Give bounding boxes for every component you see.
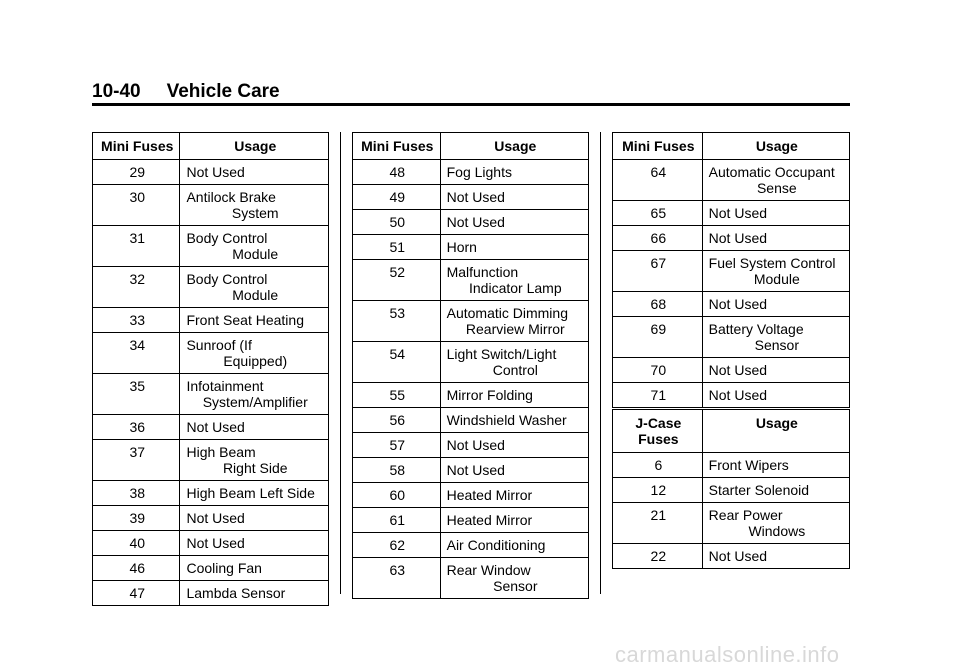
table-row bbox=[353, 408, 589, 433]
fuse-number: 48 bbox=[353, 160, 441, 185]
fuse-usage bbox=[440, 342, 588, 383]
usage-line: Front Wipers bbox=[708, 457, 789, 473]
fuse-number: 29 bbox=[93, 160, 180, 185]
fuse-usage bbox=[180, 556, 329, 581]
table-row bbox=[93, 374, 329, 415]
fuse-number: 66 bbox=[613, 226, 703, 251]
fuse-usage bbox=[440, 160, 588, 185]
fuse-usage bbox=[180, 308, 329, 333]
table-row bbox=[613, 251, 850, 292]
table-row bbox=[93, 506, 329, 531]
fuse-number: 71 bbox=[613, 383, 703, 408]
jcase-fuse-table bbox=[612, 409, 850, 569]
watermark: carmanualsonline.info bbox=[615, 642, 840, 667]
usage-line: Module bbox=[232, 246, 279, 262]
table-row bbox=[353, 383, 589, 408]
table-row bbox=[613, 453, 850, 478]
table-row bbox=[353, 508, 589, 533]
usage-line: Automatic Occupant bbox=[708, 164, 835, 180]
fuse-number: 61 bbox=[353, 508, 441, 533]
usage-line: System bbox=[231, 205, 279, 221]
fuse-number: 64 bbox=[613, 160, 703, 201]
fuse-number: 35 bbox=[93, 374, 180, 415]
table-row bbox=[353, 301, 589, 342]
fuse-usage bbox=[440, 185, 588, 210]
fuse-usage bbox=[702, 292, 849, 317]
header-jcase-fuses bbox=[613, 410, 703, 453]
usage-line: Body Control bbox=[186, 230, 268, 246]
usage-line: Infotainment bbox=[186, 378, 264, 394]
fuse-number: 68 bbox=[613, 292, 703, 317]
usage-line: Not Used bbox=[446, 437, 505, 453]
page-number: 10-40 bbox=[92, 81, 141, 102]
fuse-number: 33 bbox=[93, 308, 180, 333]
usage-line: Not Used bbox=[186, 535, 245, 551]
fuse-usage bbox=[180, 415, 329, 440]
fuse-number: 60 bbox=[353, 483, 441, 508]
fuse-number: 63 bbox=[353, 558, 441, 599]
fuse-usage bbox=[180, 160, 329, 185]
usage-line: Windows bbox=[748, 523, 806, 539]
usage-line: Automatic Dimming bbox=[446, 305, 568, 321]
table-row bbox=[353, 160, 589, 185]
fuse-number: 58 bbox=[353, 458, 441, 483]
fuse-usage bbox=[180, 440, 329, 481]
usage-line: Not Used bbox=[708, 387, 768, 403]
usage-line: Heated Mirror bbox=[446, 512, 533, 528]
fuse-usage bbox=[440, 508, 588, 533]
usage-line: Antilock Brake bbox=[186, 189, 276, 205]
fuse-number: 34 bbox=[93, 333, 180, 374]
fuse-usage bbox=[702, 478, 849, 503]
fuse-usage bbox=[180, 531, 329, 556]
column-separator bbox=[600, 132, 601, 594]
usage-line: Equipped) bbox=[223, 353, 288, 369]
fuse-usage bbox=[702, 251, 849, 292]
table-row bbox=[353, 483, 589, 508]
section-title: Vehicle Care bbox=[166, 81, 280, 102]
fuse-usage bbox=[440, 483, 588, 508]
fuse-usage bbox=[440, 533, 588, 558]
header-mini-fuses: Mini Fuses bbox=[93, 133, 180, 160]
fuse-usage bbox=[440, 235, 588, 260]
usage-line: Rear Power bbox=[708, 507, 783, 523]
fuse-usage bbox=[702, 317, 849, 358]
table-row bbox=[93, 160, 329, 185]
fuse-usage bbox=[440, 433, 588, 458]
fuse-number: 40 bbox=[93, 531, 180, 556]
usage-line: Sensor bbox=[754, 337, 799, 353]
fuse-number: 31 bbox=[93, 226, 180, 267]
fuse-number: 22 bbox=[613, 544, 703, 569]
header-usage: Usage bbox=[180, 133, 329, 160]
usage-line: Horn bbox=[446, 239, 477, 255]
usage-line: Not Used bbox=[708, 230, 768, 246]
table-row bbox=[613, 292, 850, 317]
usage-line: Not Used bbox=[186, 164, 245, 180]
table-row bbox=[93, 440, 329, 481]
table-row bbox=[93, 333, 329, 374]
fuse-usage bbox=[702, 544, 849, 569]
table-row bbox=[93, 531, 329, 556]
table-row bbox=[353, 260, 589, 301]
usage-line: Not Used bbox=[708, 205, 768, 221]
usage-line: Light Switch/Light bbox=[446, 346, 557, 362]
fuse-usage bbox=[440, 408, 588, 433]
table-row bbox=[613, 503, 850, 544]
table-row bbox=[353, 235, 589, 260]
table-row bbox=[613, 478, 850, 503]
usage-line: Starter Solenoid bbox=[708, 482, 810, 498]
fuse-number: 56 bbox=[353, 408, 441, 433]
column-separator bbox=[340, 132, 341, 594]
usage-line: Not Used bbox=[186, 510, 245, 526]
fuse-number: 6 bbox=[613, 453, 703, 478]
table-row bbox=[93, 308, 329, 333]
fuse-number: 38 bbox=[93, 481, 180, 506]
usage-line: Heated Mirror bbox=[446, 487, 533, 503]
usage-line: Battery Voltage bbox=[708, 321, 804, 337]
usage-line: Mirror Folding bbox=[446, 387, 533, 403]
usage-line: Not Used bbox=[708, 362, 768, 378]
fuse-number: 55 bbox=[353, 383, 441, 408]
fuse-usage bbox=[702, 453, 849, 478]
table-row bbox=[93, 267, 329, 308]
usage-line: Not Used bbox=[446, 189, 505, 205]
fuse-number: 53 bbox=[353, 301, 441, 342]
fuse-number: 37 bbox=[93, 440, 180, 481]
fuse-usage bbox=[702, 383, 849, 408]
fuse-number: 62 bbox=[353, 533, 441, 558]
fuse-usage bbox=[702, 201, 849, 226]
usage-line: Lambda Sensor bbox=[186, 585, 286, 601]
fuse-usage bbox=[440, 558, 588, 599]
table-row bbox=[353, 210, 589, 235]
fuse-number: 54 bbox=[353, 342, 441, 383]
table-row bbox=[613, 160, 850, 201]
usage-line: High Beam Left Side bbox=[186, 485, 315, 501]
table-row bbox=[353, 558, 589, 599]
table-row bbox=[93, 556, 329, 581]
usage-line: Windshield Washer bbox=[446, 412, 567, 428]
usage-line: Rearview Mirror bbox=[465, 321, 565, 337]
table-row bbox=[93, 415, 329, 440]
fuse-number: 52 bbox=[353, 260, 441, 301]
usage-line: Body Control bbox=[186, 271, 268, 287]
table-row bbox=[93, 481, 329, 506]
fuse-number: 57 bbox=[353, 433, 441, 458]
table-row bbox=[353, 433, 589, 458]
fuse-number: 70 bbox=[613, 358, 703, 383]
fuse-number: 39 bbox=[93, 506, 180, 531]
fuse-usage bbox=[440, 301, 588, 342]
usage-line: Cooling Fan bbox=[186, 560, 262, 576]
usage-line: Fuel System Control bbox=[708, 255, 836, 271]
table-row bbox=[353, 533, 589, 558]
usage-line: Not Used bbox=[446, 462, 505, 478]
fuse-usage bbox=[180, 267, 329, 308]
usage-line: Not Used bbox=[708, 296, 768, 312]
table-row bbox=[613, 383, 850, 408]
usage-line: System/Amplifier bbox=[202, 394, 308, 410]
fuse-number: 30 bbox=[93, 185, 180, 226]
fuse-usage bbox=[440, 383, 588, 408]
fuse-usage bbox=[440, 458, 588, 483]
fuse-usage bbox=[180, 185, 329, 226]
fuse-usage bbox=[702, 160, 849, 201]
header-jcase-line-2: Fuses bbox=[638, 431, 679, 447]
usage-line: Front Seat Heating bbox=[186, 312, 304, 328]
usage-line: Air Conditioning bbox=[446, 537, 546, 553]
usage-line: High Beam bbox=[186, 444, 256, 460]
usage-line: Right Side bbox=[222, 460, 288, 476]
table-row bbox=[613, 358, 850, 383]
usage-line: Not Used bbox=[446, 214, 505, 230]
fuse-usage bbox=[180, 226, 329, 267]
header-usage: Usage bbox=[702, 133, 849, 160]
fuse-usage bbox=[180, 481, 329, 506]
table-row bbox=[353, 342, 589, 383]
fuse-table-3 bbox=[612, 132, 850, 408]
table-row bbox=[613, 544, 850, 569]
table-row bbox=[613, 317, 850, 358]
header-usage: Usage bbox=[702, 410, 849, 453]
fuse-table-1 bbox=[92, 132, 329, 606]
fuse-usage bbox=[180, 333, 329, 374]
fuse-number: 50 bbox=[353, 210, 441, 235]
usage-line: Module bbox=[232, 287, 279, 303]
header-mini-fuses: Mini Fuses bbox=[353, 133, 441, 160]
usage-line: Sensor bbox=[493, 578, 538, 594]
fuse-number: 69 bbox=[613, 317, 703, 358]
fuse-usage bbox=[180, 374, 329, 415]
fuse-usage bbox=[702, 358, 849, 383]
fuse-usage bbox=[702, 226, 849, 251]
fuse-number: 21 bbox=[613, 503, 703, 544]
fuse-usage bbox=[180, 581, 329, 606]
fuse-number: 51 bbox=[353, 235, 441, 260]
table-row bbox=[93, 581, 329, 606]
usage-line: Malfunction bbox=[446, 264, 519, 280]
fuse-number: 65 bbox=[613, 201, 703, 226]
usage-line: Not Used bbox=[708, 548, 768, 564]
fuse-number: 32 bbox=[93, 267, 180, 308]
fuse-number: 49 bbox=[353, 185, 441, 210]
table-row bbox=[93, 226, 329, 267]
table-row bbox=[613, 226, 850, 251]
table-row bbox=[93, 185, 329, 226]
header-usage: Usage bbox=[440, 133, 588, 160]
table-row bbox=[353, 458, 589, 483]
table-row bbox=[613, 201, 850, 226]
fuse-usage bbox=[702, 503, 849, 544]
fuse-number: 46 bbox=[93, 556, 180, 581]
header-jcase-line-1: J-Case bbox=[635, 415, 682, 431]
fuse-usage bbox=[440, 260, 588, 301]
usage-line: Control bbox=[492, 362, 538, 378]
fuse-number: 36 bbox=[93, 415, 180, 440]
header-rule bbox=[92, 103, 850, 106]
usage-line: Rear Window bbox=[446, 562, 531, 578]
usage-line: Sunroof (If bbox=[186, 337, 252, 353]
table-row bbox=[353, 185, 589, 210]
fuse-usage bbox=[180, 506, 329, 531]
usage-line: Module bbox=[753, 271, 800, 287]
fuse-number: 12 bbox=[613, 478, 703, 503]
usage-line: Indicator Lamp bbox=[469, 280, 562, 296]
fuse-number: 47 bbox=[93, 581, 180, 606]
fuse-table-2 bbox=[352, 132, 589, 599]
usage-line: Fog Lights bbox=[446, 164, 512, 180]
fuse-number: 67 bbox=[613, 251, 703, 292]
usage-line: Not Used bbox=[186, 419, 245, 435]
usage-line: Sense bbox=[756, 180, 797, 196]
fuse-usage bbox=[440, 210, 588, 235]
header-mini-fuses: Mini Fuses bbox=[613, 133, 703, 160]
page-header bbox=[92, 82, 850, 102]
